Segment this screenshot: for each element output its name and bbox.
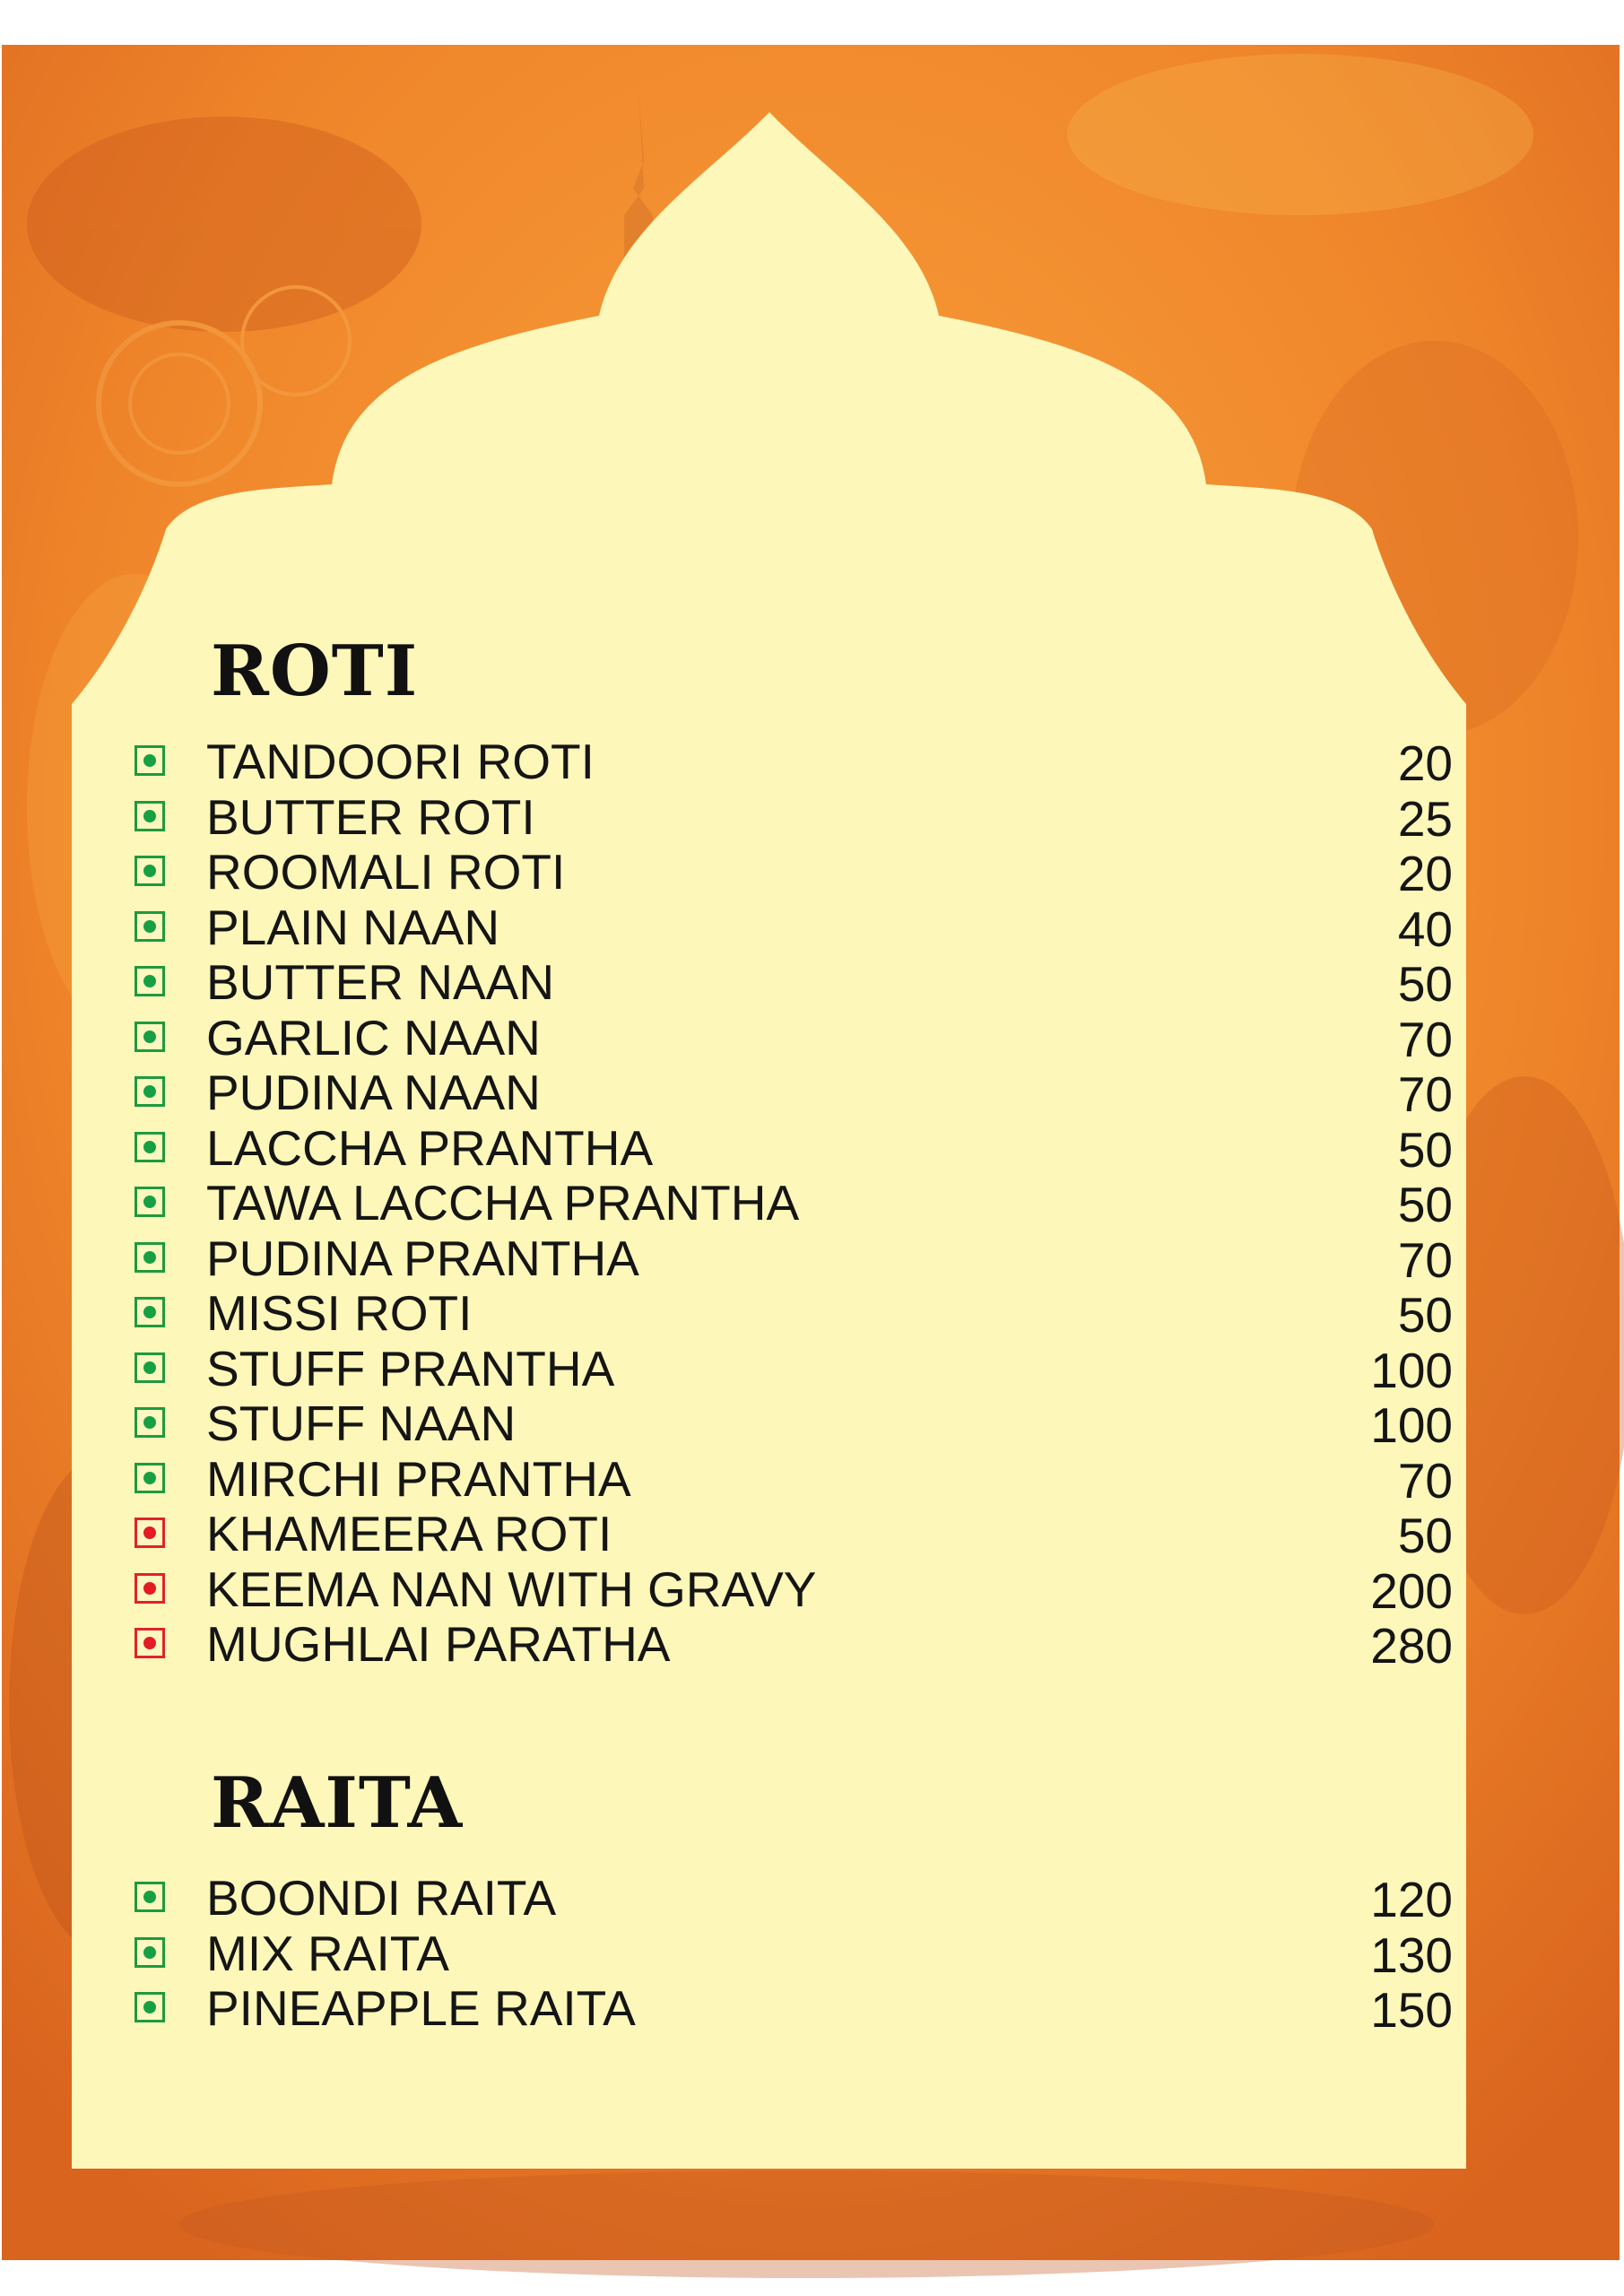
item-name: MUGHLAI PARATHA xyxy=(206,1616,671,1672)
veg-marker-icon xyxy=(135,1407,165,1438)
item-name: KHAMEERA ROTI xyxy=(206,1506,612,1561)
item-name: STUFF NAAN xyxy=(206,1396,517,1451)
menu-item xyxy=(135,900,1453,956)
marker-dot xyxy=(143,1891,156,1903)
menu-item xyxy=(135,1507,1453,1562)
item-price: 130 xyxy=(1370,1926,1453,1983)
menu-item xyxy=(135,735,1453,790)
item-name: BUTTER ROTI xyxy=(206,788,535,845)
non-veg-marker-icon xyxy=(135,1573,165,1604)
veg-marker-icon xyxy=(135,1242,165,1273)
veg-marker-icon xyxy=(135,911,165,942)
item-name: GARLIC NAAN xyxy=(206,1009,541,1065)
item-name: ROOMALI ROTI xyxy=(206,844,566,900)
roti-item-list xyxy=(135,735,1453,1673)
item-name: BOONDI RAITA xyxy=(206,1870,557,1926)
item-name: STUFF PRANTHA xyxy=(206,1340,615,1396)
item-name: MISSI ROTI xyxy=(206,1285,473,1341)
item-price: 70 xyxy=(1397,1231,1453,1288)
menu-item xyxy=(135,790,1453,846)
menu-item xyxy=(135,1926,1453,1982)
menu-item xyxy=(135,1871,1453,1926)
marker-dot xyxy=(143,1472,156,1484)
menu-item xyxy=(135,1011,1453,1066)
roti-section-title: ROTI xyxy=(211,631,419,712)
menu-item xyxy=(135,1396,1453,1452)
item-name: PINEAPPLE RAITA xyxy=(206,1980,636,2036)
veg-marker-icon xyxy=(135,1297,165,1327)
marker-dot xyxy=(143,1637,156,1649)
marker-dot xyxy=(143,1946,156,1959)
item-price: 70 xyxy=(1397,1011,1453,1067)
non-veg-marker-icon xyxy=(135,1628,165,1658)
veg-marker-icon xyxy=(135,1992,165,2022)
veg-marker-icon xyxy=(135,1937,165,1968)
menu-item xyxy=(135,1286,1453,1342)
item-name: LACCHA PRANTHA xyxy=(206,1119,654,1176)
item-price: 40 xyxy=(1397,900,1453,957)
raita-item-list xyxy=(135,1871,1453,2037)
item-name: BUTTER NAAN xyxy=(206,954,555,1010)
veg-marker-icon xyxy=(135,1076,165,1107)
marker-dot xyxy=(143,1085,156,1098)
marker-dot xyxy=(143,865,156,877)
marker-dot xyxy=(143,1361,156,1374)
item-name: TAWA LACCHA PRANTHA xyxy=(206,1175,800,1231)
menu-item xyxy=(135,1342,1453,1397)
item-price: 20 xyxy=(1397,735,1453,791)
veg-marker-icon xyxy=(135,1463,165,1493)
item-name: PUDINA NAAN xyxy=(206,1065,541,1120)
menu-item xyxy=(135,1121,1453,1177)
marker-dot xyxy=(143,920,156,933)
item-price: 150 xyxy=(1370,1982,1453,2038)
item-name: PLAIN NAAN xyxy=(206,899,500,955)
marker-dot xyxy=(143,975,156,987)
item-price: 50 xyxy=(1397,956,1453,1012)
marker-dot xyxy=(143,1196,156,1208)
marker-dot xyxy=(143,1031,156,1043)
menu-item xyxy=(135,1452,1453,1508)
marker-dot xyxy=(143,1416,156,1429)
item-price: 70 xyxy=(1397,1452,1453,1509)
veg-marker-icon xyxy=(135,966,165,996)
menu-item xyxy=(135,1065,1453,1121)
marker-dot xyxy=(143,754,156,767)
veg-marker-icon xyxy=(135,1187,165,1217)
marker-dot xyxy=(143,1526,156,1539)
veg-marker-icon xyxy=(135,856,165,886)
menu-item xyxy=(135,1562,1453,1618)
menu-item xyxy=(135,1176,1453,1231)
item-name: PUDINA PRANTHA xyxy=(206,1230,639,1286)
item-name: MIRCHI PRANTHA xyxy=(206,1450,631,1507)
marker-dot xyxy=(143,2001,156,2013)
item-price: 50 xyxy=(1397,1508,1453,1563)
item-price: 50 xyxy=(1397,1177,1453,1232)
menu-item xyxy=(135,955,1453,1011)
item-price: 25 xyxy=(1397,790,1453,847)
non-veg-marker-icon xyxy=(135,1518,165,1548)
veg-marker-icon xyxy=(135,1132,165,1162)
menu-item xyxy=(135,1231,1453,1287)
veg-marker-icon xyxy=(135,745,165,776)
raita-section-title: RAITA xyxy=(211,1762,464,1844)
item-price: 70 xyxy=(1397,1066,1453,1122)
marker-dot xyxy=(143,810,156,822)
marker-dot xyxy=(143,1306,156,1318)
item-price: 100 xyxy=(1370,1342,1453,1398)
item-name: KEEMA NAN WITH GRAVY xyxy=(206,1561,817,1617)
marker-dot xyxy=(143,1582,156,1595)
marker-dot xyxy=(143,1141,156,1153)
menu-item xyxy=(135,845,1453,900)
veg-marker-icon xyxy=(135,1352,165,1383)
item-name: MIX RAITA xyxy=(206,1925,449,1981)
item-price: 50 xyxy=(1397,1121,1453,1178)
item-name: TANDOORI ROTI xyxy=(206,734,595,789)
veg-marker-icon xyxy=(135,801,165,831)
menu-item xyxy=(135,1617,1453,1673)
item-price: 50 xyxy=(1397,1287,1453,1343)
item-price: 120 xyxy=(1370,1872,1453,1927)
item-price: 100 xyxy=(1370,1397,1453,1453)
veg-marker-icon xyxy=(135,1022,165,1052)
veg-marker-icon xyxy=(135,1882,165,1912)
item-price: 20 xyxy=(1397,846,1453,901)
item-price: 280 xyxy=(1370,1618,1453,1674)
menu-item xyxy=(135,1981,1453,2037)
marker-dot xyxy=(143,1251,156,1264)
item-price: 200 xyxy=(1370,1562,1453,1619)
